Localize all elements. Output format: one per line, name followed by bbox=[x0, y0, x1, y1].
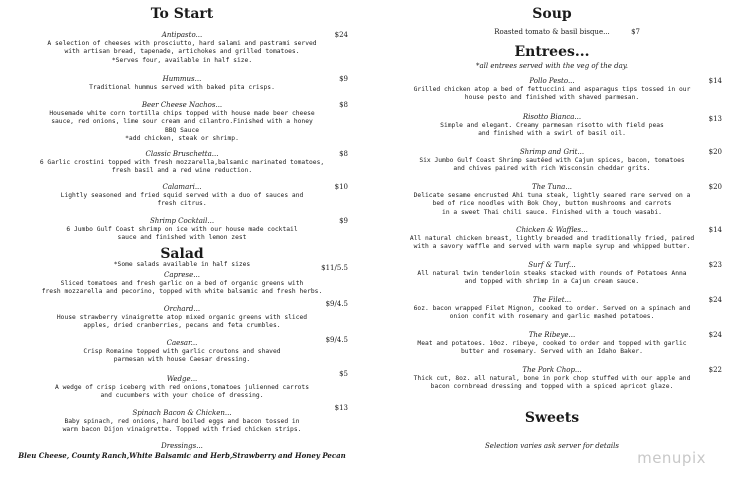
item-price: $13 bbox=[708, 115, 722, 123]
item-name: Chicken & Waffles... bbox=[516, 226, 588, 234]
item-price: $9/4.5 bbox=[325, 300, 348, 308]
menu-item bbox=[372, 296, 732, 322]
menu-item bbox=[6, 31, 358, 65]
item-desc: House strawberry vinaigrette atop mixed organic greens with sliced apples, dried cranberries, pecans and feta crumbles. bbox=[56, 314, 308, 330]
menu-item bbox=[6, 404, 358, 435]
item-desc: Grilled chicken atop a bed of fettuccini and asparagus tips tossed in our house pesto and finished with shaved parmesan. bbox=[413, 86, 691, 102]
item-desc: 6 Jumbo Gulf Coast shrimp on ice with our house made cocktail sauce and finished with lemon zest bbox=[66, 226, 298, 242]
item-name: Caesar... bbox=[166, 339, 198, 347]
item-name: The Tuna... bbox=[531, 183, 573, 191]
soup-price: $7 bbox=[631, 28, 640, 36]
item-desc: Housemade white corn tortilla chips topped with house made beer cheese sauce, red onions, lime sour cream and cilantro.Finished with a honey BBQ Sauce *add chicken, steak or shrimp. bbox=[49, 110, 315, 143]
menu-item bbox=[372, 226, 732, 252]
item-name: The Pork Chop... bbox=[522, 366, 582, 374]
item-name: Risotto Bianca... bbox=[522, 113, 582, 121]
menu-item bbox=[6, 336, 358, 365]
menu-item bbox=[372, 331, 732, 357]
item-price: $14 bbox=[708, 77, 722, 85]
item-desc: Meat and potatoes. 10oz. ribeye, cooked to order and topped with garlic butter and rosemary. Served with an Idaho Baker. bbox=[417, 340, 687, 356]
item-name: Orchard... bbox=[163, 305, 201, 313]
item-price: $13 bbox=[334, 404, 348, 412]
item-name: Beer Cheese Nachos... bbox=[141, 101, 223, 109]
item-desc: All natural twin tenderloin steaks stacked with rounds of Potatoes Anna and topped with shrimp in a Cajun cream sauce. bbox=[417, 270, 687, 286]
menu-item bbox=[372, 77, 732, 103]
item-name: Caprese... bbox=[164, 271, 200, 279]
item-name: The Ribeye... bbox=[528, 331, 576, 339]
item-desc: A selection of cheeses with prosciutto, hard salami and pastrami served with artisan bread, tapenade, artichokes and grilled tomatoes. *Serves four, available in half size. bbox=[47, 40, 317, 64]
item-desc: Baby spinach, red onions, hard boiled eggs and bacon tossed in warm bacon Dijon vinaigrette. Topped with fried chicken strips. bbox=[62, 418, 302, 434]
menu-item bbox=[6, 75, 358, 92]
item-name: Spinach Bacon & Chicken... bbox=[132, 409, 232, 417]
sweets-note: Selection varies ask server for details bbox=[485, 442, 619, 450]
item-name: Shrimp and Grit... bbox=[519, 148, 585, 156]
entrees-note: *all entrees served with the veg of the day. bbox=[475, 62, 629, 70]
item-price: $20 bbox=[708, 183, 722, 191]
menu-item bbox=[372, 183, 732, 217]
item-desc: Six Jumbo Gulf Coast Shrimp sautéed with Cajun spices, bacon, tomatoes and chives paired with rich Wisconsin cheddar grits. bbox=[419, 157, 685, 173]
item-desc: Sliced tomatoes and fresh garlic on a bed of organic greens with fresh mozzarella and pecorino, topped with white balsamic and fresh herbs. bbox=[41, 280, 323, 296]
item-desc: Crisp Romaine topped with garlic croutons and shaved parmesan with house Caesar dressing. bbox=[83, 348, 281, 364]
item-price: $11/5.5 bbox=[321, 264, 348, 272]
item-desc: A wedge of crisp iceberg with red onions,tomatoes julienned carrots and cucumbers with your choice of dressing. bbox=[54, 384, 309, 400]
salad-note: *Some salads available in half sizes bbox=[113, 261, 251, 268]
item-desc: Delicate sesame encrusted Ahi tuna steak, lightly seared rare served on a bed of rice noodles with Bok Choy, button mushrooms and carrots in a sweet Thai chili sauce. Finished with a touch wasabi. bbox=[413, 192, 691, 216]
menu-item bbox=[372, 261, 732, 287]
menupix-watermark: menupix bbox=[637, 449, 706, 467]
item-name: Classic Bruschetta... bbox=[145, 150, 219, 158]
item-price: $14 bbox=[708, 226, 722, 234]
item-price: $9 bbox=[339, 217, 348, 225]
entrees-heading: Entrees... bbox=[514, 44, 590, 60]
menu-item bbox=[6, 370, 358, 401]
item-price: $9 bbox=[339, 75, 348, 83]
menu-item bbox=[372, 113, 732, 139]
item-desc: All natural chicken breast, lightly breaded and traditionally fried, paired with a savory waffle and served with warm maple syrup and whipped butter. bbox=[409, 235, 695, 251]
item-price: $24 bbox=[708, 331, 722, 339]
menu-item bbox=[6, 183, 358, 209]
menu-item bbox=[6, 217, 358, 243]
item-desc: Thick cut, 8oz. all natural, bone in pork chop stuffed with our apple and bacon cornbread dressing and topped with a spiced apricot glaze. bbox=[413, 375, 691, 391]
item-name: The Filet... bbox=[532, 296, 572, 304]
menu-item bbox=[6, 101, 358, 144]
item-price: $10 bbox=[334, 183, 348, 191]
item-price: $24 bbox=[708, 296, 722, 304]
item-price: $8 bbox=[339, 101, 348, 109]
dressings-list: Bleu Cheese, County Ranch,White Balsamic and Herb,Strawberry and Honey Pecan bbox=[18, 451, 346, 460]
item-price: $20 bbox=[708, 148, 722, 156]
item-price: $5 bbox=[339, 370, 348, 378]
item-desc: 6oz. bacon wrapped Filet Mignon, cooked to order. Served on a spinach and onion confit with rosemary and garlic mashed potatoes. bbox=[413, 305, 691, 321]
menu-item bbox=[372, 366, 732, 392]
dressings-label: Dressings... bbox=[161, 442, 203, 450]
to-start-heading: To Start bbox=[150, 6, 214, 22]
item-name: Pollo Pesto... bbox=[529, 77, 575, 85]
item-name: Surf & Turf... bbox=[528, 261, 576, 269]
item-name: Wedge... bbox=[166, 375, 198, 383]
item-desc: Simple and elegant. Creamy parmesan risotto with field peas and finished with a swirl of basil oil. bbox=[440, 122, 664, 138]
item-price: $23 bbox=[708, 261, 722, 269]
item-name: Calamari... bbox=[162, 183, 202, 191]
item-desc: 6 Garlic crostini topped with fresh mozzarella,balsamic marinated tomatoes, fresh basil and a red wine reduction. bbox=[39, 159, 325, 175]
item-price: $9/4.5 bbox=[325, 336, 348, 344]
soup-heading: Soup bbox=[532, 6, 572, 22]
item-price: $8 bbox=[339, 150, 348, 158]
sweets-heading: Sweets bbox=[524, 410, 580, 426]
item-name: Antipasto... bbox=[161, 31, 203, 39]
salad-heading: Salad bbox=[160, 246, 204, 262]
menu-item bbox=[372, 148, 732, 174]
menu-item bbox=[6, 150, 358, 176]
item-name: Hummus... bbox=[162, 75, 202, 83]
item-desc: Traditional hummus served with baked pita crisps. bbox=[89, 84, 275, 91]
item-price: $24 bbox=[334, 31, 348, 39]
menu-item bbox=[6, 300, 358, 331]
item-desc: Lightly seasoned and fried squid served with a duo of sauces and fresh citrus. bbox=[60, 192, 304, 208]
item-price: $22 bbox=[708, 366, 722, 374]
soup-name: Roasted tomato & basil bisque... bbox=[494, 28, 610, 36]
item-name: Shrimp Cocktail... bbox=[149, 217, 215, 225]
